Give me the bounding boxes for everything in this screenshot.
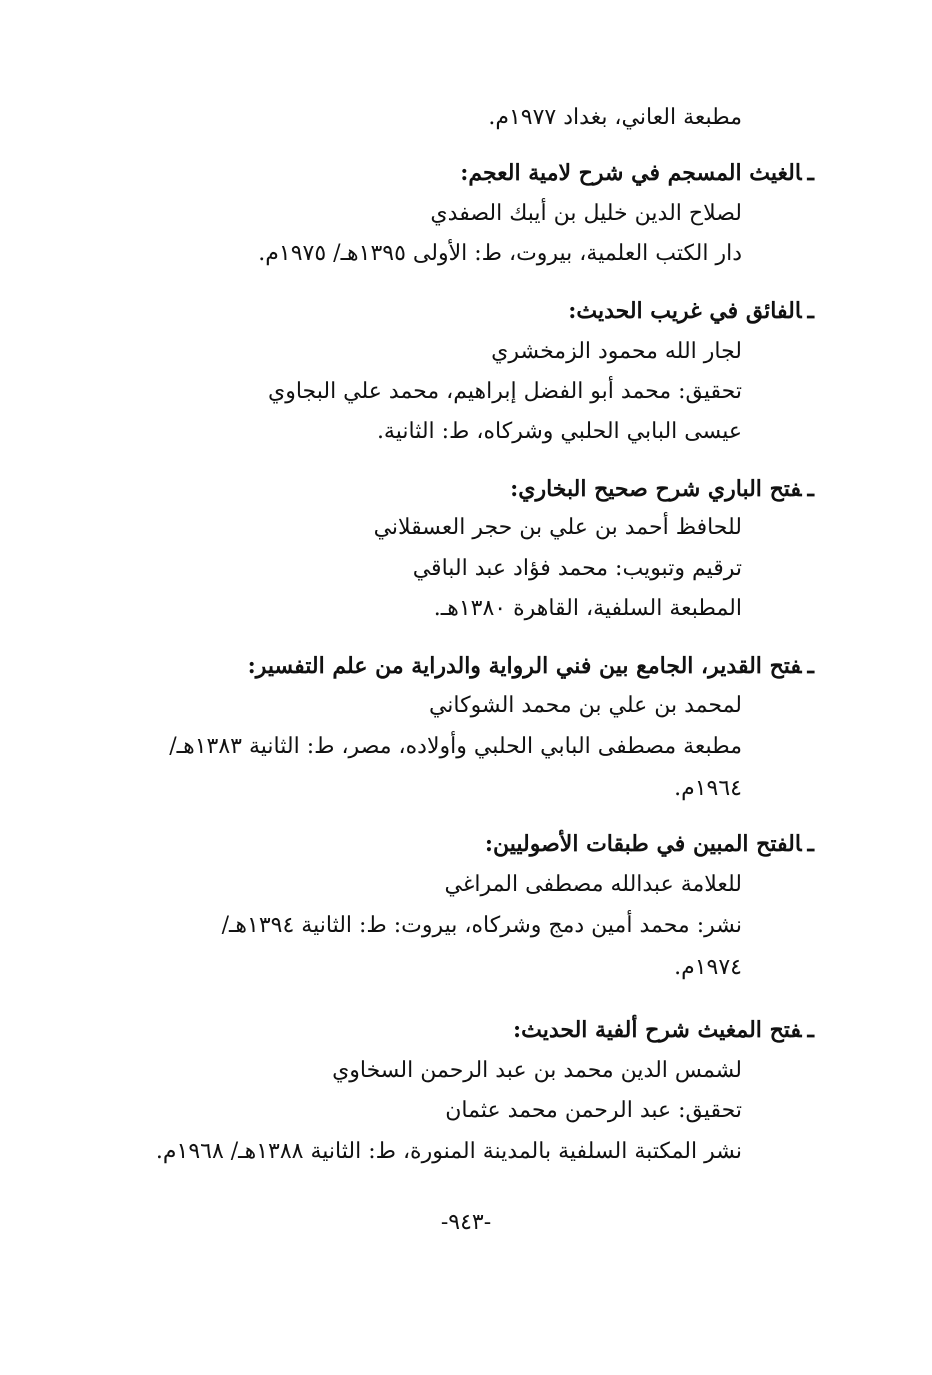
- entry-author: لشمس الدين محمد بن عبد الرحمن السخاوي: [332, 1058, 742, 1083]
- page-number: -٩٤٣-: [440, 1210, 492, 1235]
- entry-author: لصلاح الدين خليل بن أيبك الصفدي: [430, 201, 742, 226]
- bullet: ـ: [807, 1017, 814, 1043]
- entry-author: لجار الله محمود الزمخشري: [491, 339, 742, 364]
- bullet: ـ: [807, 160, 814, 186]
- entry-editor: تحقيق: محمد أبو الفضل إبراهيم، محمد علي البجاوي: [267, 379, 742, 404]
- entry-title: [510, 471, 814, 507]
- entry-title-text: الغيث المسجم في شرح لامية العجم:: [460, 160, 802, 186]
- entry-title: [248, 648, 814, 684]
- entry-title: [568, 293, 814, 329]
- entry-title-text: فتح القدير، الجامع بين فني الرواية والدراية من علم التفسير:: [247, 653, 802, 679]
- entry-title-text: فتح الباري شرح صحيح البخاري:: [510, 476, 802, 502]
- entry-author: للعلامة عبدالله مصطفى المراغي: [444, 872, 742, 897]
- entry-title: [485, 826, 814, 862]
- entry-title-text: الفائق في غريب الحديث:: [568, 298, 802, 324]
- entry-publisher: المطبعة السلفية، القاهرة ١٣٨٠هـ.: [433, 596, 742, 621]
- entry-editor: ترقيم وتبويب: محمد فؤاد عبد الباقي: [412, 556, 742, 581]
- entry-publisher: مطبعة مصطفى البابي الحلبي وأولاده، مصر، ط: الثانية ١٣٨٣هـ/: [169, 734, 742, 759]
- entry-title-text: الفتح المبين في طبقات الأصوليين:: [484, 831, 802, 857]
- bullet: ـ: [807, 298, 814, 324]
- entry-publisher-continued: ١٩٦٤م.: [674, 776, 742, 801]
- bullet: ـ: [807, 831, 814, 857]
- continuation-line: مطبعة العاني، بغداد ١٩٧٧م.: [488, 105, 742, 130]
- entry-publisher-continued: ١٩٧٤م.: [674, 955, 742, 980]
- entry-publisher: نشر: محمد أمين دمج وشركاه، بيروت: ط: الثانية ١٣٩٤هـ/: [221, 913, 742, 938]
- bullet: ـ: [807, 653, 814, 679]
- entry-publisher: عيسى البابي الحلبي وشركاه، ط: الثانية.: [376, 419, 742, 444]
- entry-title: [513, 1012, 814, 1048]
- entry-title: [460, 155, 814, 191]
- entry-publisher: نشر المكتبة السلفية بالمدينة المنورة، ط: الثانية ١٣٨٨هـ/ ١٩٦٨م.: [155, 1139, 742, 1164]
- entry-editor: تحقيق: عبد الرحمن محمد عثمان: [445, 1098, 742, 1123]
- bullet: ـ: [807, 476, 814, 502]
- entry-author: للحافظ أحمد بن علي بن حجر العسقلاني: [373, 515, 742, 540]
- entry-author: لمحمد بن علي بن محمد الشوكاني: [428, 693, 742, 718]
- entry-publisher: دار الكتب العلمية، بيروت، ط: الأولى ١٣٩٥هـ/ ١٩٧٥م.: [258, 241, 742, 266]
- entry-title-text: فتح المغيث شرح ألفية الحديث:: [512, 1017, 802, 1043]
